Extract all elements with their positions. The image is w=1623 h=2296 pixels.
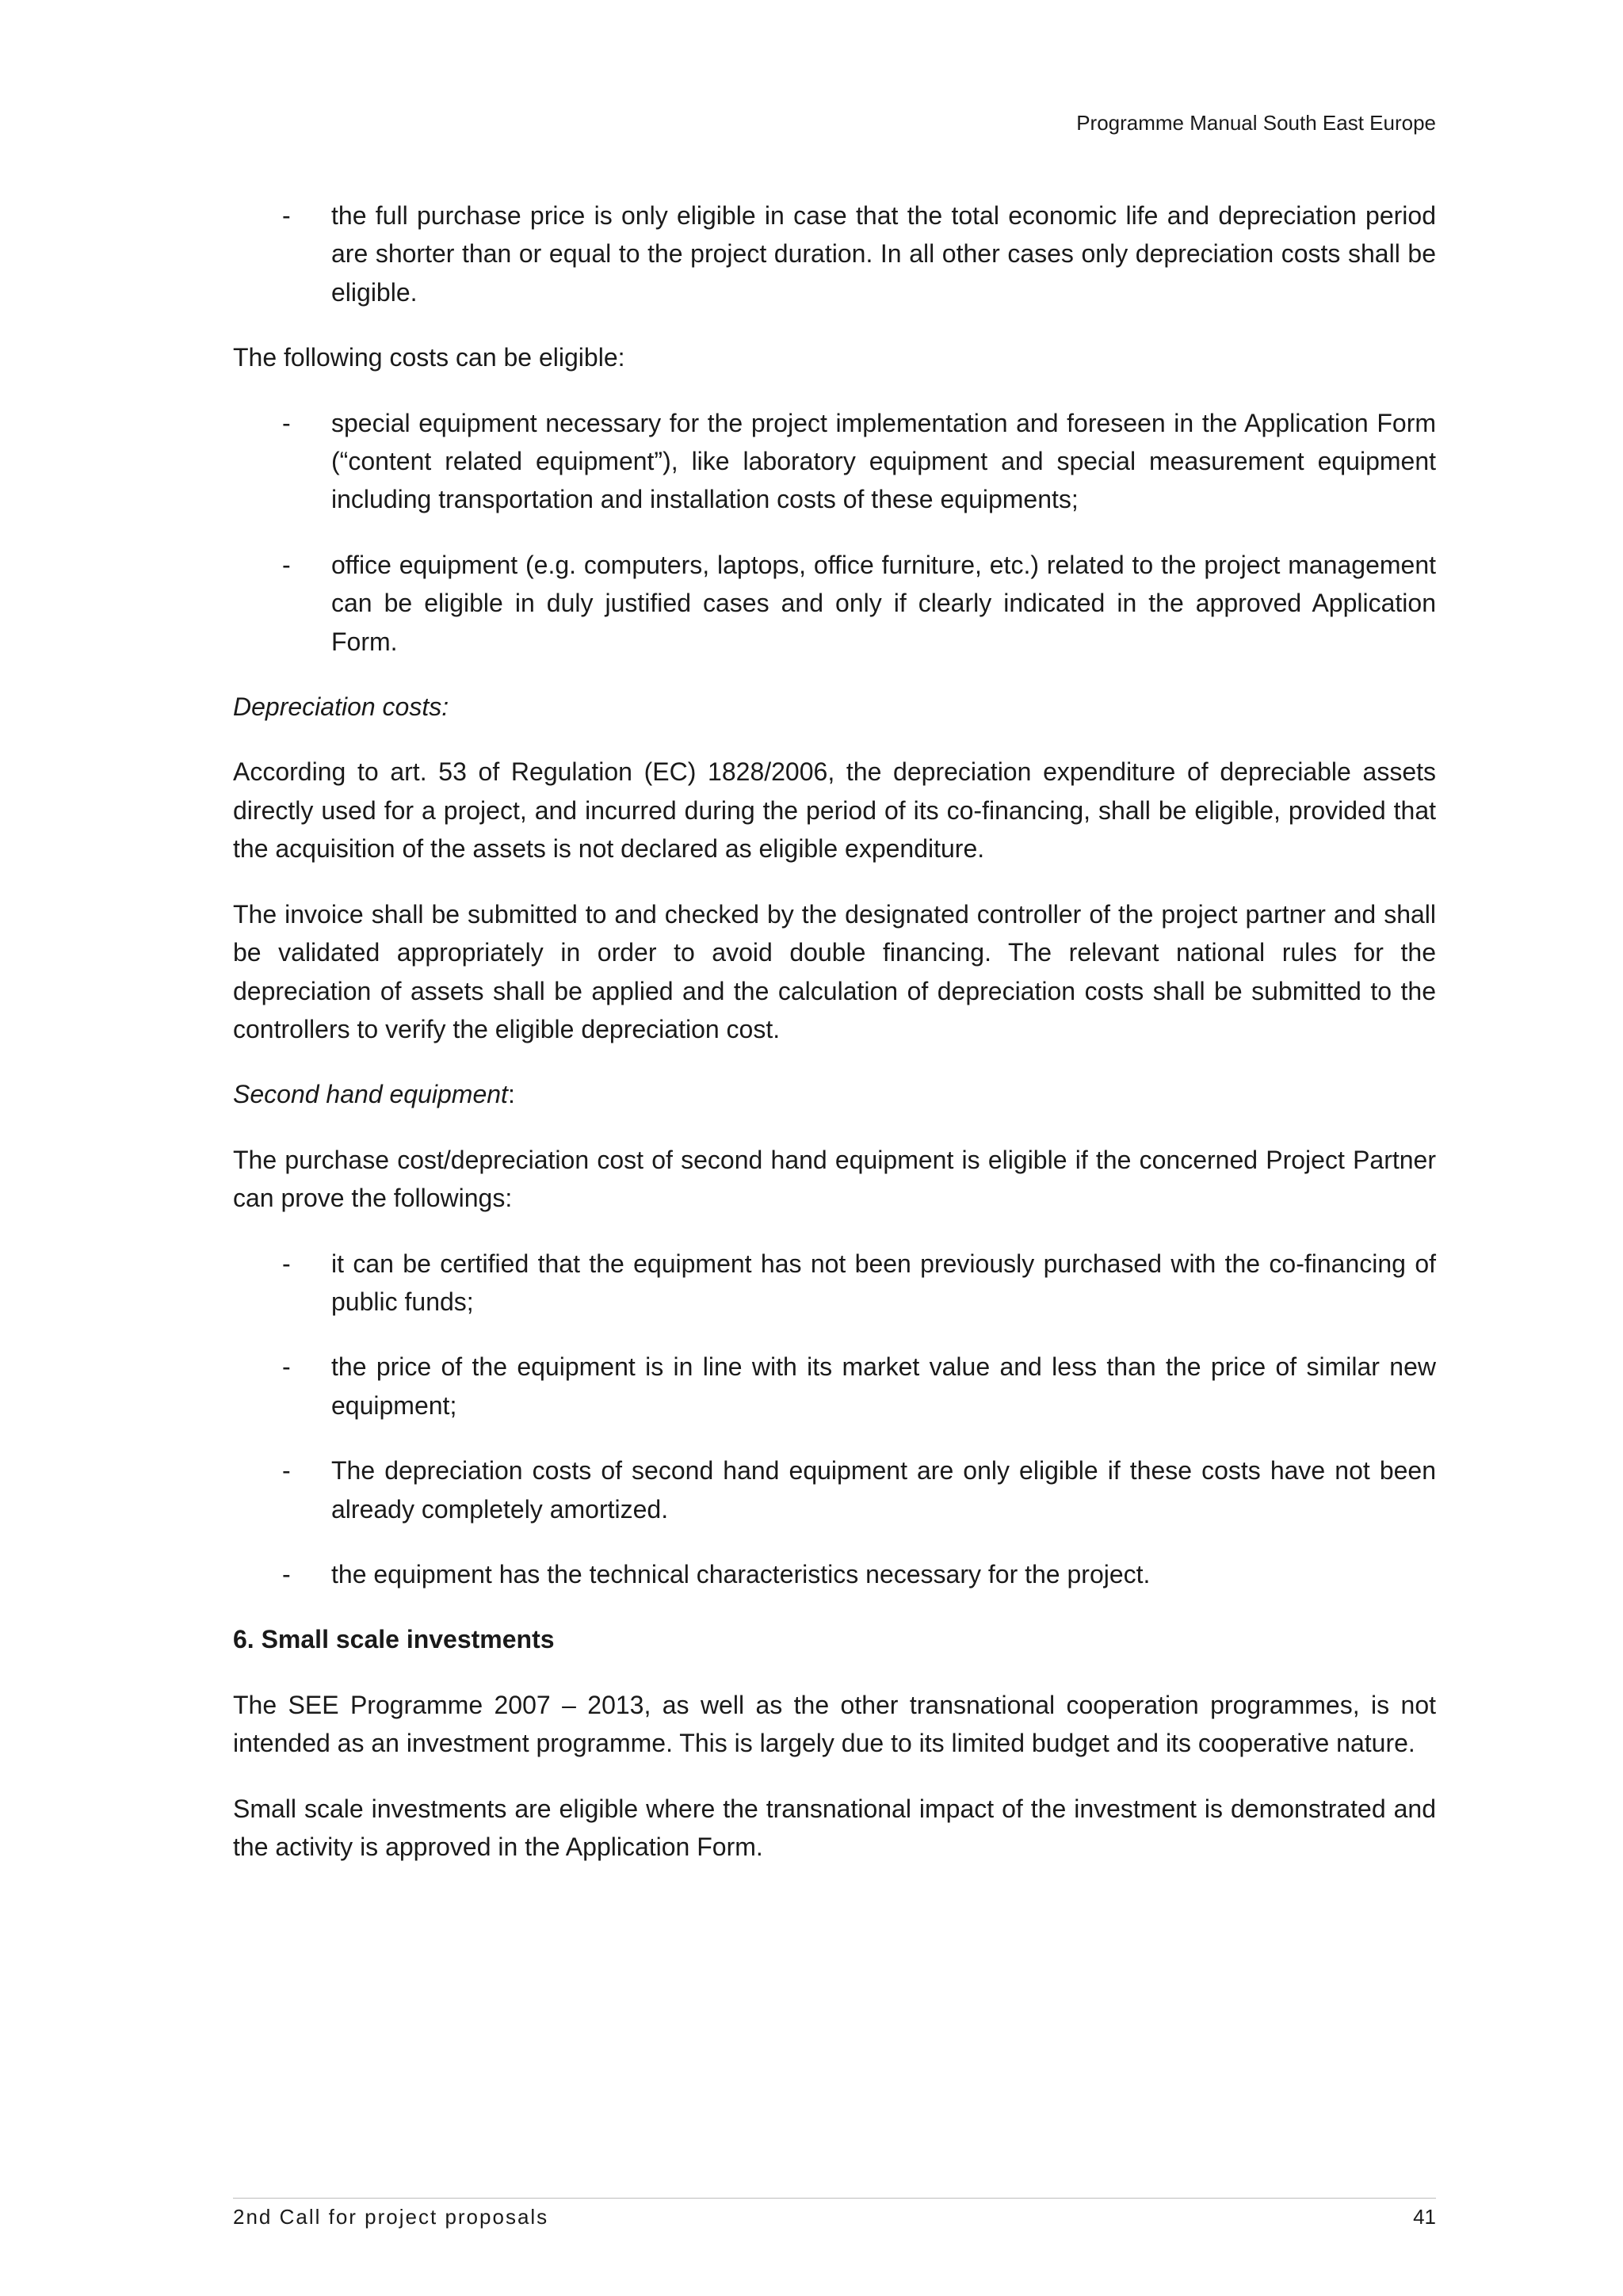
bullet-dash: - [282,550,291,579]
bullet-technical-characteristics [233,1555,1436,1593]
footer-call-title: 2nd Call for project proposals [233,2205,549,2229]
bullet-dash: - [282,1456,291,1486]
bullet-office-equipment [233,546,1436,661]
bullet-dash: - [282,201,291,230]
second-hand-intro: The purchase cost/depreciation cost of second hand equipment is eligible if the concerned Project Partner can prove the followings: [233,1145,1436,1213]
page-footer [233,2198,1436,2230]
bullet-text: the equipment has the technical characteristics necessary for the project. [331,1559,1151,1589]
section-heading-small-scale-investments: 6. Small scale investments [233,1625,555,1654]
second-hand-heading-text: Second hand equipment [233,1080,508,1109]
depreciation-paragraph-invoice: The invoice shall be submitted to and checked by the designated controller of the project partner and shall be validated appropriately in order to avoid double financing. The relevant national rules for the depreciation of assets shall be applied and the calculation of depreciation costs shall be submitted to the controllers to verify the eligible depreciation cost. [233,899,1436,1043]
bullet-full-purchase-price [233,196,1436,311]
document-body [233,196,1436,1893]
bullet-dash: - [282,1559,291,1589]
bullet-text: it can be certified that the equipment has not been previously purchased with the co-financing of public funds; [331,1249,1436,1316]
bullet-text: The depreciation costs of second hand equipment are only eligible if these costs have not been already completely amortized. [331,1456,1436,1524]
bullet-dash: - [282,408,291,437]
bullet-dash: - [282,1249,291,1278]
bullet-special-equipment [233,404,1436,519]
bullet-text: the price of the equipment is in line with its market value and less than the price of similar new equipment; [331,1352,1436,1420]
page-number: 41 [1413,2205,1436,2229]
bullet-certified-equipment [233,1245,1436,1322]
depreciation-costs-heading: Depreciation costs: [233,692,449,722]
second-hand-heading-colon: : [507,1080,515,1109]
depreciation-paragraph-regulation: According to art. 53 of Regulation (EC) 1828/2006, the depreciation expenditure of depreciable assets directly used for a project, and incurred during the period of its co-financing, shall be eligible, provided that the acquisition of the assets is not declared as eligible expenditure. [233,757,1436,864]
bullet-text: the full purchase price is only eligible in case that the total economic life and depreciation period are shorter than or equal to the project duration. In all other cases only depreciation costs shall be eligible. [331,201,1436,307]
bullet-market-value [233,1348,1436,1425]
eligible-costs-intro: The following costs can be eligible: [233,343,625,372]
bullet-dash: - [282,1352,291,1382]
section-paragraph-eligibility: Small scale investments are eligible where the transnational impact of the investment is demonstrated and the activity is approved in the Application Form. [233,1794,1436,1861]
second-hand-heading [233,1075,1436,1113]
bullet-text: special equipment necessary for the project implementation and foreseen in the Application Form (“content related equipment”), like laboratory equipment and special measurement equipment including transportation and installation costs of these equipments; [331,408,1436,514]
bullet-text: office equipment (e.g. computers, laptops, office furniture, etc.) related to the project management can be eligible in duly justified cases and only if clearly indicated in the approved Application Form. [331,550,1436,656]
section-paragraph-see-programme: The SEE Programme 2007 – 2013, as well as the other transnational cooperation programmes, is not intended as an investment programme. This is largely due to its limited budget and its cooperative nature. [233,1690,1436,1758]
bullet-amortized [233,1451,1436,1528]
running-header: Programme Manual South East Europe [1076,111,1436,135]
